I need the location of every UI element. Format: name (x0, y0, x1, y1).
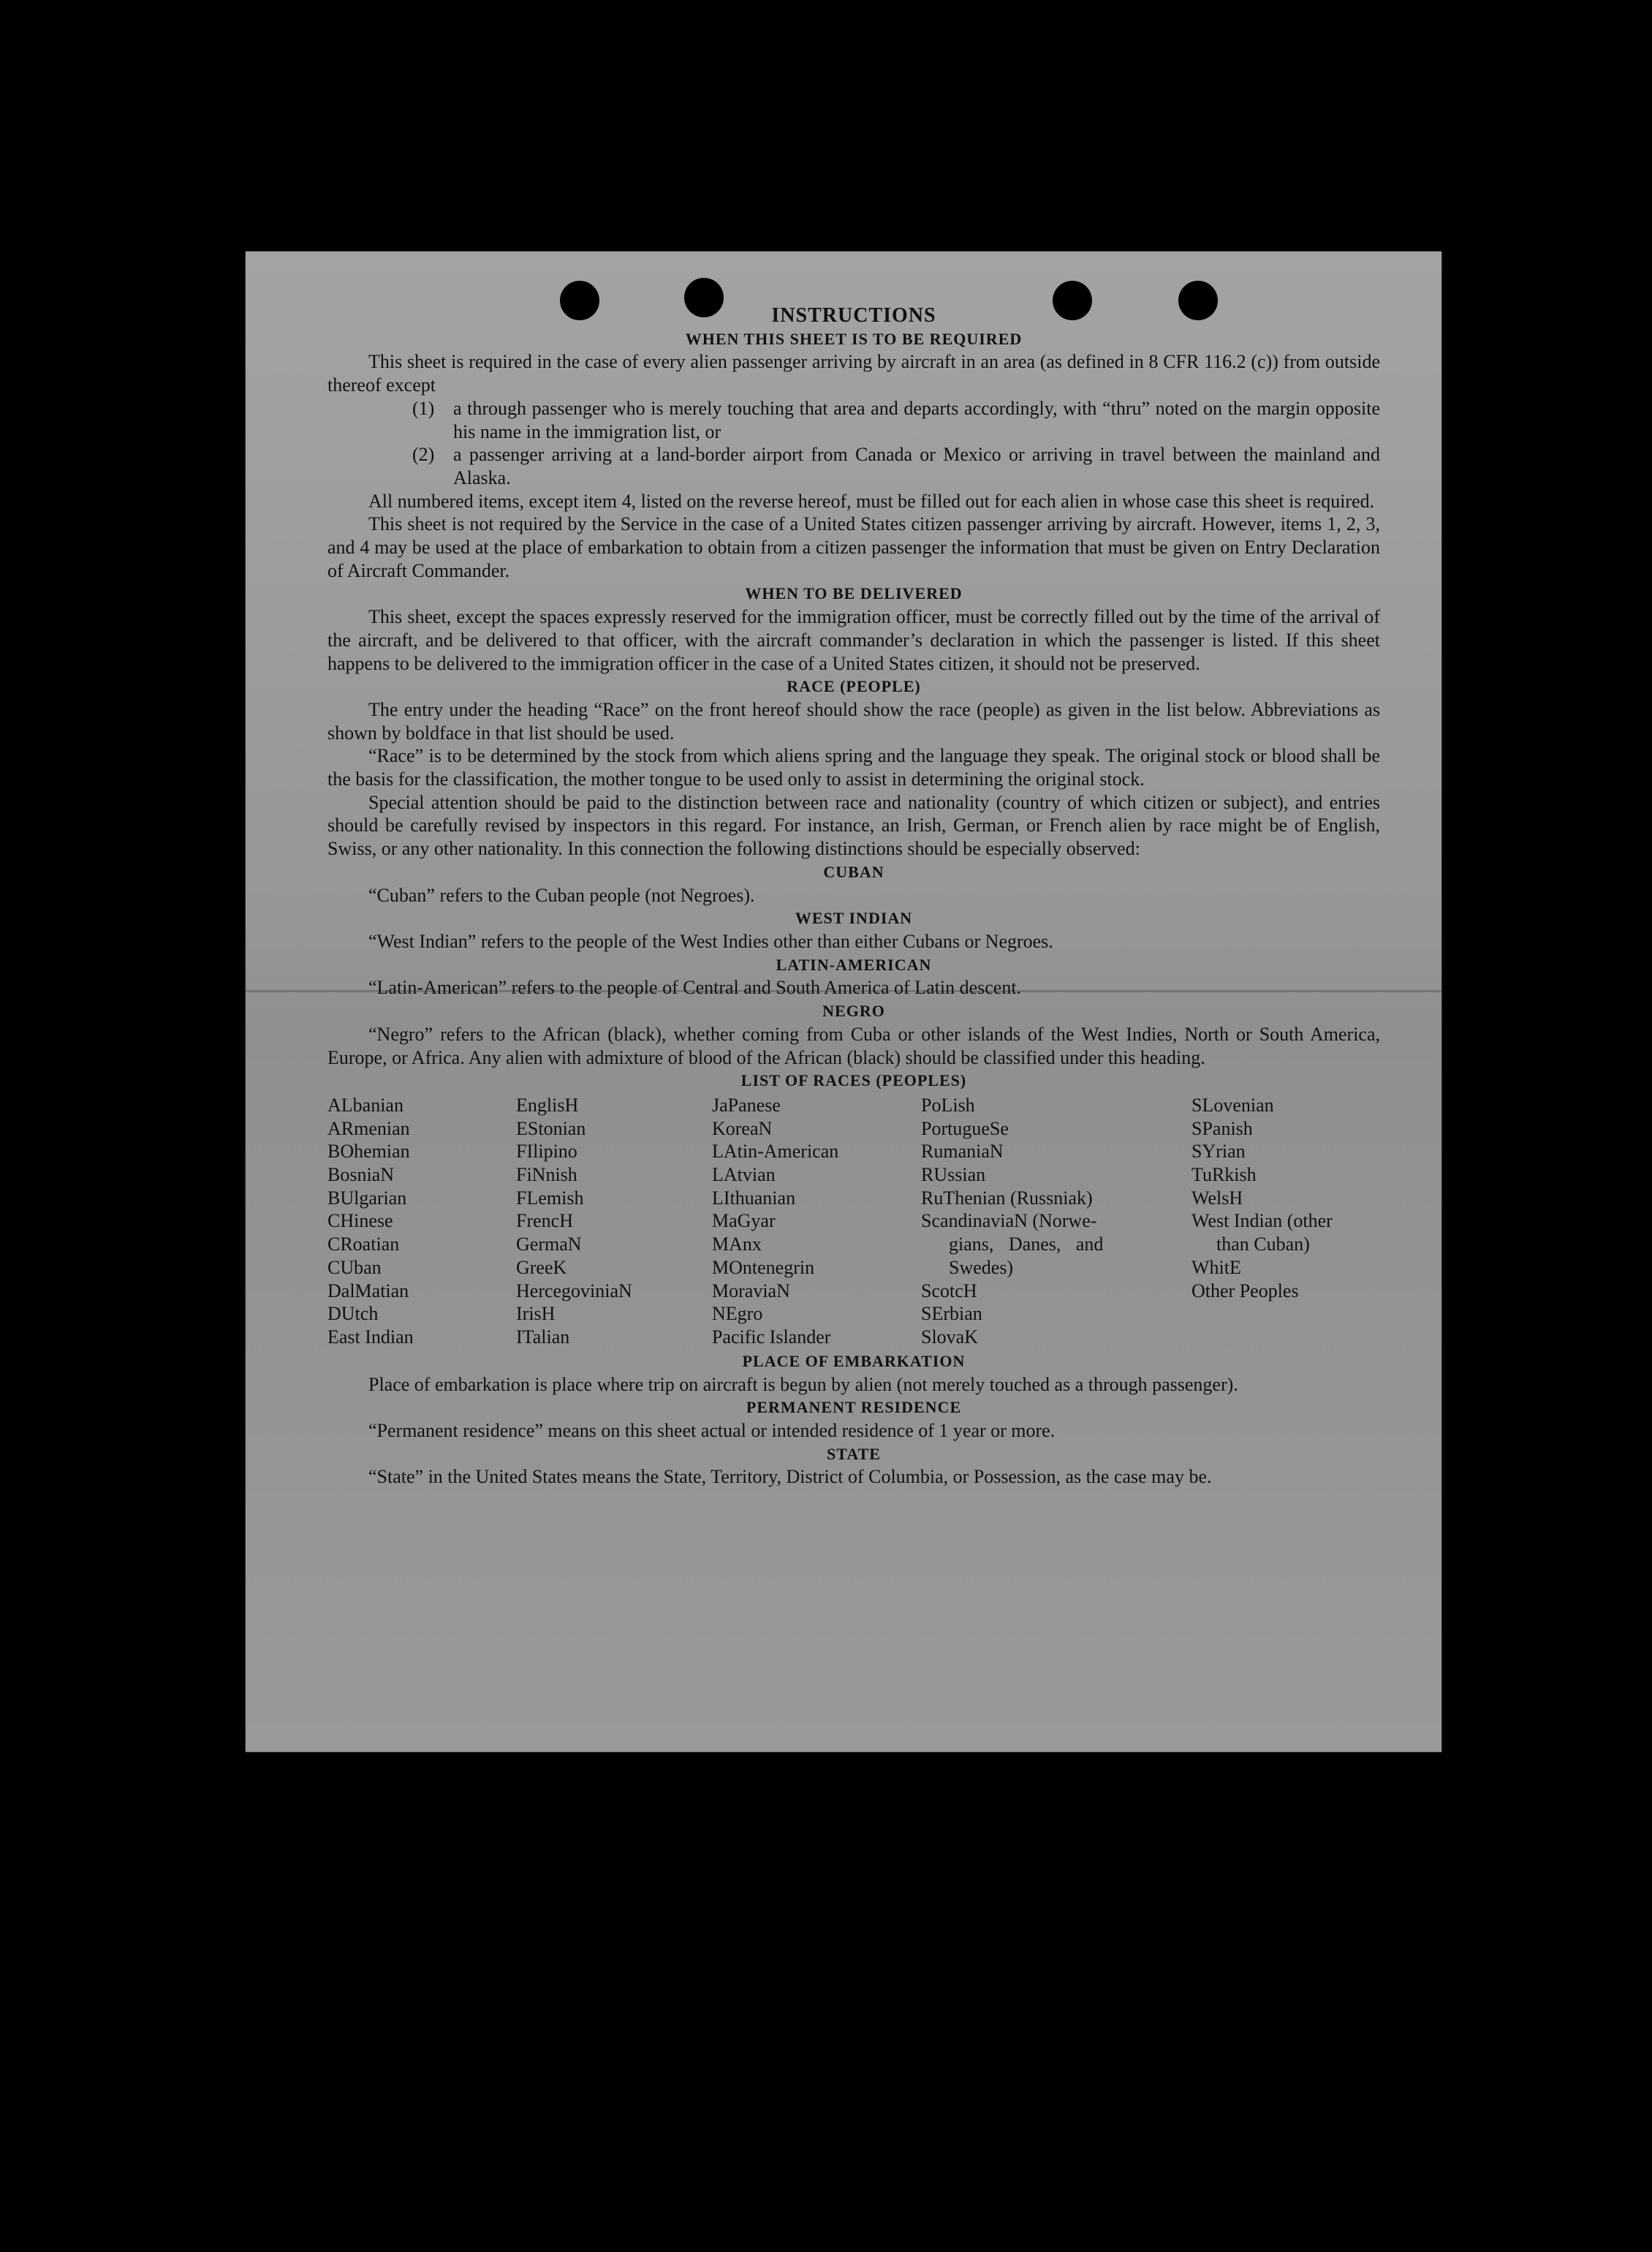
race-entry: FiNnish (516, 1164, 577, 1186)
paragraph-cuban: “Cuban” refers to the Cuban people (not Negroes). (368, 884, 755, 906)
race-entry: EStonian (516, 1117, 586, 1139)
heading-when-required: WHEN THIS SHEET IS TO BE REQUIRED (685, 329, 1023, 348)
race-entry: FrencH (516, 1210, 573, 1232)
race-entry: Pacific Islander (712, 1326, 831, 1348)
race-entry: PortugueSe (921, 1117, 1009, 1139)
race-entry: CHinese (327, 1210, 393, 1232)
paragraph-required-intro: This sheet is required in the case of every alien passenger arriving by aircraft in an area (as defined in 8 CFR 116.2 (c)) from outside thereof except (327, 351, 1380, 396)
paragraph-numbered-items: All numbered items, except item 4, listed on the reverse hereof, must be filled out for each alien in whose case this sheet is required. (368, 490, 1375, 512)
race-entry: MOntenegrin (712, 1256, 815, 1278)
race-entry: SYrian (1191, 1141, 1246, 1163)
races-column-2 (516, 1094, 632, 1349)
race-entry: ALbanian (327, 1094, 403, 1116)
race-entry: CUban (327, 1256, 382, 1278)
race-entry: WhitE (1191, 1256, 1241, 1278)
race-entry: BUlgarian (327, 1187, 407, 1209)
paragraph-latin-american: “Latin-American” refers to the people of Central and South America of Latin descent. (368, 977, 1022, 999)
heading-permanent-residence: PERMANENT RESIDENCE (746, 1398, 962, 1417)
race-entry: JaPanese (712, 1094, 781, 1116)
race-entry: ScotcH (921, 1280, 977, 1301)
race-entry: Other Peoples (1191, 1280, 1299, 1301)
race-entry: DalMatian (327, 1280, 409, 1301)
race-entry: MoraviaN (712, 1280, 790, 1301)
race-entry: RUssian (921, 1164, 986, 1186)
heading-latin-american: LATIN-AMERICAN (776, 955, 932, 974)
race-entry: WelsH (1191, 1187, 1243, 1209)
item-text: a passenger arriving at a land-border airport from Canada or Mexico or arriving in travel between the mainland and Alaska. (453, 444, 1380, 488)
races-column-3 (712, 1094, 838, 1349)
race-entry: NEgro (712, 1303, 763, 1325)
race-entry: HercegoviniaN (516, 1280, 632, 1301)
paragraph-citizen: This sheet is not required by the Service in the case of a United States citizen passenger arriving by aircraft. However, items 1, 2, 3, and 4 may be used at the place of embarkation to obtain from a citizen passenger the information that must be given on Entry Declaration of Aircraft Commander. (327, 513, 1380, 581)
race-entry: East Indian (327, 1326, 414, 1348)
race-entry: KoreaN (712, 1117, 773, 1139)
race-entry: PoLish (921, 1094, 975, 1116)
heading-list-of-races: LIST OF RACES (PEOPLES) (740, 1071, 967, 1090)
race-entry: MaGyar (712, 1210, 776, 1232)
paragraph-race-stock: “Race” is to be determined by the stock from which aliens spring and the language they speak. The original stock or blood shall be the basis for the classification, the mother tongue to be used only to assist in determining the original stock. (327, 745, 1380, 790)
heading-negro: NEGRO (822, 1002, 885, 1021)
paragraph-race-entry: The entry under the heading “Race” on the front hereof should show the race (people) as given in the list below. Abbreviations as shown by boldface in that list should be used. (327, 698, 1380, 744)
heading-cuban: CUBAN (823, 862, 884, 881)
race-entry: SlovaK (921, 1326, 978, 1348)
race-entry: BosniaN (327, 1164, 394, 1186)
races-column-4 (921, 1094, 1103, 1349)
paragraph-west-indian: “West Indian” refers to the people of the West Indies other than either Cubans or Negroes. (368, 930, 1053, 952)
heading-place-of-embarkation: PLACE OF EMBARKATION (742, 1351, 966, 1370)
races-list (327, 1094, 1380, 1350)
race-entry: FIlipino (516, 1141, 577, 1163)
race-entry: LIthuanian (712, 1187, 796, 1209)
paragraph-race-nationality: Special attention should be paid to the distinction between race and nationality (country of which citizen or subject), and entries should be carefully revised by inspectors in this regard. For instance, an Irish, German, or French alien by race might be of English, Swiss, or any other nationality. In this connection the following distinctions should be especially observed: (327, 791, 1380, 860)
race-entry: GreeK (516, 1256, 567, 1278)
race-entry: TuRkish (1191, 1164, 1257, 1186)
races-column-5 (1191, 1094, 1333, 1302)
race-entry: RuThenian (Russniak) (921, 1187, 1093, 1209)
paragraph-negro: “Negro” refers to the African (black), whether coming from Cuba or other islands of the West Indies, North or South America, Europe, or Africa. Any alien with admixture of blood of the African (black) should be classified under this heading. (327, 1023, 1380, 1068)
race-entry: FLemish (516, 1187, 584, 1209)
race-entry: ITalian (516, 1326, 570, 1348)
page-title: INSTRUCTIONS (771, 304, 936, 327)
heading-when-delivered: WHEN TO BE DELIVERED (745, 584, 963, 603)
heading-west-indian: WEST INDIAN (795, 909, 913, 928)
instruction-sheet (246, 252, 1441, 1752)
race-entry: IrisH (516, 1303, 556, 1325)
race-entry: SPanish (1191, 1117, 1253, 1139)
item-number: (2) (412, 444, 435, 466)
paragraph-residence: “Permanent residence” means on this sheet actual or intended residence of 1 year or more. (368, 1420, 1056, 1442)
race-entry: SLovenian (1191, 1094, 1274, 1116)
paragraph-embarkation: Place of embarkation is place where trip on aircraft is begun by alien (not merely touched as a through passenger). (368, 1373, 1238, 1395)
races-column-1 (327, 1094, 414, 1349)
paragraph-delivery: This sheet, except the spaces expressly reserved for the immigration officer, must be correctly filled out by the time of the arrival of the aircraft, and be delivered to that officer, with the aircraft commander’s declaration in which the passenger is listed. If this sheet happens to be delivered to the immigration officer in the case of a United States citizen, it should not be preserved. (327, 606, 1380, 674)
race-entry: RumaniaN (921, 1141, 1004, 1163)
race-entry: DUtch (327, 1303, 379, 1325)
heading-state: STATE (827, 1444, 881, 1463)
paragraph-state: “State” in the United States means the State, Territory, District of Columbia, or Possession, as the case may be. (368, 1466, 1212, 1488)
race-entry-continued: Swedes) (949, 1256, 1014, 1278)
instructions-body (327, 304, 1380, 1489)
race-entry: West Indian (other (1191, 1210, 1333, 1232)
race-entry: SErbian (921, 1303, 982, 1325)
race-entry: ScandinaviaN (Norwe- (921, 1210, 1097, 1232)
race-entry: EnglisH (516, 1094, 579, 1116)
race-entry: LAtin-American (712, 1141, 839, 1163)
race-entry-continued: than Cuban) (1216, 1233, 1310, 1255)
race-entry: BOhemian (327, 1141, 410, 1163)
item-text: a through passenger who is merely touching that area and departs accordingly, with “thru” noted on the margin opposite his name in the immigration list, or (453, 397, 1380, 442)
race-entry: CRoatian (327, 1233, 400, 1255)
heading-race: RACE (PEOPLE) (787, 677, 921, 696)
race-entry: LAtvian (712, 1164, 776, 1186)
race-entry-continued: gians, Danes, and (949, 1233, 1104, 1255)
race-entry: MAnx (712, 1233, 762, 1255)
exception-item-1 (327, 397, 1380, 443)
item-number: (1) (412, 397, 435, 419)
exception-item-2 (327, 443, 1380, 489)
race-entry: ARmenian (327, 1117, 410, 1139)
race-entry: GermaN (516, 1233, 582, 1255)
